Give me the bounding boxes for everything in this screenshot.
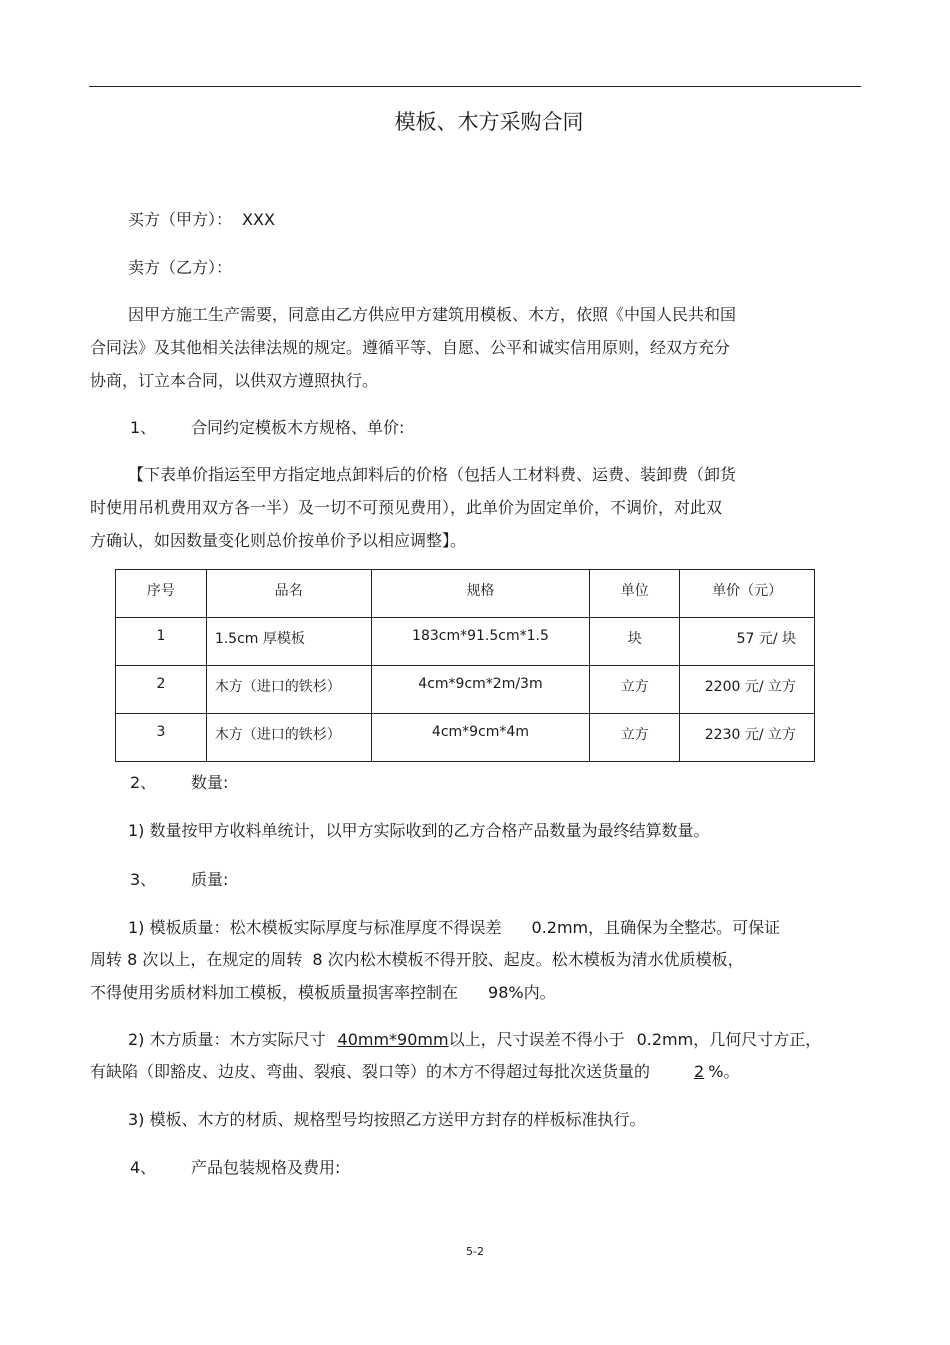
q1-rate: 98%	[488, 983, 524, 1002]
quality-clause-1-line-3	[90, 983, 556, 1003]
cell-unit: 块	[627, 631, 642, 647]
q1-text-d: 周转 8 次以上，在规定的周转	[90, 950, 303, 969]
intro-line-3: 协商，订立本合同，以供双方遵照执行。	[90, 371, 379, 390]
top-rule	[89, 86, 861, 87]
quality-clause-2-line-2	[90, 1062, 739, 1082]
cell-index: 3	[156, 724, 166, 740]
section-1-number: 1、	[130, 418, 157, 437]
table-row	[116, 714, 815, 762]
cell-price: 2200 元/ 立方	[704, 679, 796, 695]
q1-text-h: 内。	[523, 983, 556, 1002]
cell-name: 1.5cm 厚模板	[214, 631, 305, 647]
cell-price: 2230 元/ 立方	[704, 727, 796, 743]
buyer-label: 买方（甲方）：	[128, 210, 233, 229]
table-row	[116, 618, 815, 666]
cell-name: 木方（进口的铁杉）	[214, 727, 341, 743]
cell-spec: 183cm*91.5cm*1.5	[412, 628, 549, 644]
section-4-title: 产品包装规格及费用:	[191, 1158, 341, 1177]
buyer-line	[128, 210, 275, 230]
page-number: 5-2	[466, 1245, 484, 1258]
table-header-row	[116, 570, 815, 618]
note-line-1: 【下表单价指运至甲方指定地点卸料后的价格（包括人工材料费、运费、装卸费（卸货	[128, 465, 737, 484]
seller-line: 卖方（乙方）：	[128, 258, 233, 277]
quality-clause-1-line-2	[90, 950, 744, 970]
buyer-value: XXX	[242, 210, 275, 229]
header-cell: 单位	[620, 583, 649, 599]
q2-text-f: 有缺陷（即豁皮、边皮、弯曲、裂痕、裂口等）的木方不得超过每批次送货量的	[90, 1062, 651, 1081]
cell-index: 1	[156, 628, 166, 644]
section-4-number: 4、	[130, 1158, 157, 1177]
q2-text-c: 以上，尺寸误差不得小于	[448, 1030, 625, 1049]
quality-clause-2-line-1	[128, 1030, 821, 1050]
cell-price: 57 元/ 块	[736, 631, 796, 647]
q2-text-h: %。	[708, 1062, 740, 1081]
section-3-title: 质量:	[191, 870, 229, 889]
cell-spec: 4cm*9cm*4m	[431, 724, 529, 740]
q2-size: 40mm*90mm	[337, 1030, 449, 1049]
q2-percent: 2	[694, 1062, 705, 1081]
cell-spec: 4cm*9cm*2m/3m	[418, 676, 543, 692]
cell-name: 木方（进口的铁杉）	[214, 679, 341, 695]
note-line-3: 方确认，如因数量变化则总价按单价予以相应调整】。	[90, 531, 467, 550]
header-cell: 序号	[146, 583, 175, 599]
header-cell: 单价（元）	[712, 583, 783, 599]
cell-unit: 立方	[620, 727, 649, 743]
price-table	[115, 569, 815, 762]
header-cell: 规格	[466, 583, 495, 599]
intro-line-2: 合同法》及其他相关法律法规的规定。遵循平等、自愿、公平和诚实信用原则，经双方充分	[90, 338, 731, 357]
note-line-2: 时使用吊机费用双方各一半）及一切不可预见费用），此单价为固定单价，不调价，对此双	[90, 498, 723, 517]
header-cell: 品名	[274, 583, 303, 599]
table-row	[116, 666, 815, 714]
q1-text-f: 不得使用劣质材料加工模板，模板质量损害率控制在	[90, 983, 459, 1002]
cell-unit: 立方	[620, 679, 649, 695]
quality-clause-3: 3) 模板、木方的材质、规格型号均按照乙方送甲方封存的样板标准执行。	[128, 1110, 646, 1129]
intro-line-1: 因甲方施工生产需要，同意由乙方供应甲方建筑用模板、木方，依照《中国人民共和国	[128, 305, 737, 324]
q1-tolerance: 0.2mm	[531, 918, 589, 937]
q2-text-a: 2) 木方质量：木方实际尺寸	[128, 1030, 326, 1049]
q2-tolerance: 0.2mm	[636, 1030, 694, 1049]
quantity-clause: 1) 数量按甲方收料单统计，以甲方实际收到的乙方合格产品数量为最终结算数量。	[128, 821, 710, 840]
q1-text-e: 8 次内松木模板不得开胶、起皮。松木模板为清水优质模板，	[312, 950, 744, 969]
cell-index: 2	[156, 676, 166, 692]
q2-text-e: ，几何尺寸方正，	[693, 1030, 822, 1049]
q1-text-c: ，且确保为全整芯。可保证	[588, 918, 781, 937]
section-2-title: 数量:	[191, 773, 229, 792]
section-2-number: 2、	[130, 773, 157, 792]
quality-clause-1-line-1	[128, 918, 780, 938]
q1-text-a: 1) 模板质量：松木模板实际厚度与标准厚度不得误差	[128, 918, 502, 937]
section-1-title: 合同约定模板木方规格、单价:	[191, 418, 405, 437]
section-3-number: 3、	[130, 870, 157, 889]
document-title: 模板、木方采购合同	[394, 110, 584, 134]
